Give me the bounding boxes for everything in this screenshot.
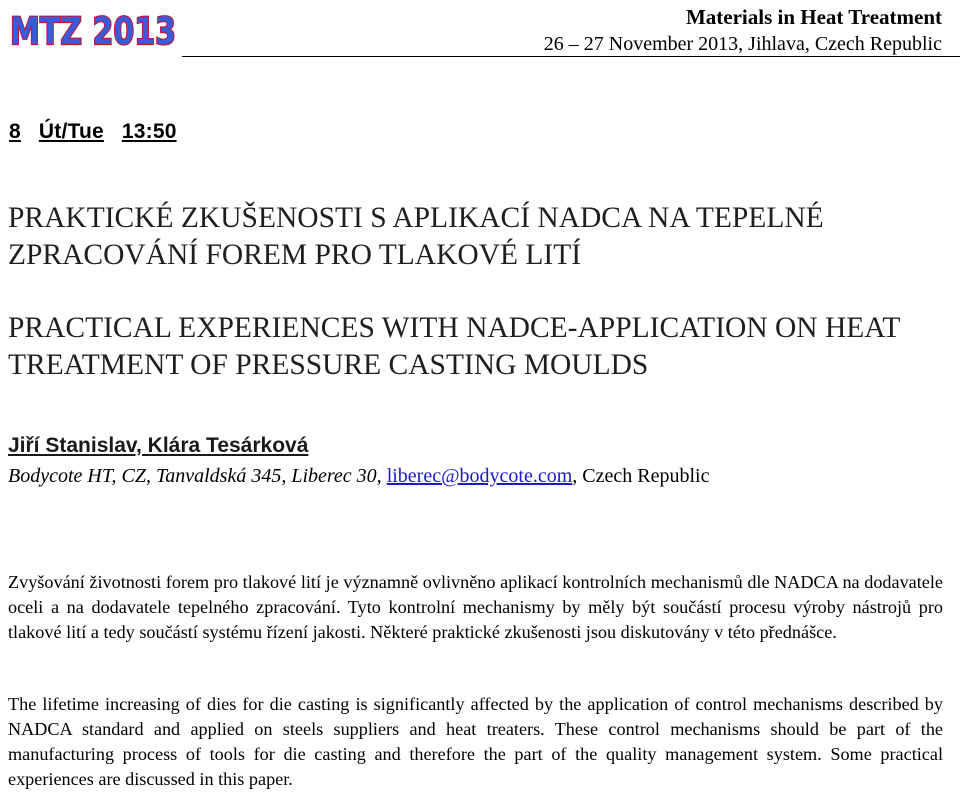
- conference-date: 26 – 27 November 2013, Jihlava, Czech Republic: [543, 33, 942, 55]
- session-info: [9, 120, 177, 144]
- session-time: 13:50: [121, 120, 177, 143]
- conference-title: Materials in Heat Treatment: [685, 5, 942, 29]
- affiliation-country: , Czech Republic: [572, 465, 710, 487]
- paper-title-english: PRACTICAL EXPERIENCES WITH NADCE-APPLICATION ON HEAT TREATMENT OF PRESSURE CASTING MOULDS: [8, 312, 900, 381]
- paper-title-czech: PRAKTICKÉ ZKUŠENOSTI S APLIKACÍ NADCA NA TEPELNÉ ZPRACOVÁNÍ FOREM PRO TLAKOVÉ LITÍ: [8, 202, 824, 271]
- session-day: Út/Tue: [38, 120, 104, 143]
- authors: Jiří Stanislav, Klára Tesárková: [8, 434, 309, 457]
- affiliation: [8, 465, 709, 488]
- conference-logo: [8, 4, 180, 52]
- session-number: 8: [9, 120, 21, 143]
- header-divider: [182, 56, 960, 57]
- affiliation-organization: Bodycote HT, CZ, Tanvaldská 345, Liberec 30,: [8, 465, 382, 487]
- logo-text: MTZ 2013: [10, 10, 176, 53]
- abstract-czech: Zvyšování životnosti forem pro tlakové lití je významně ovlivněno aplikací kontrolních mechanismů dle NADCA na dodavatele oceli a na dodavatele tepelného zpracování. Tyto kontrolní mechanismy by měly být součástí procesu výroby nástrojů pro tlakové lití a tedy součástí systému řízení jakosti. Některé praktické zkušenosti jsou diskutovány v této přednášce.: [8, 572, 943, 642]
- email-link[interactable]: liberec@bodycote.com: [386, 465, 573, 487]
- abstract-english: The lifetime increasing of dies for die casting is significantly affected by the application of control mechanisms described by NADCA standard and applied on steels suppliers and heat treaters. These control mechanisms should be part of the manufacturing process of tools for die casting and therefore the part of the quality management system. Some practical experiences are discussed in this paper.: [8, 694, 943, 789]
- mtz-logo-graphic: [8, 4, 180, 52]
- conference-info: [544, 4, 942, 58]
